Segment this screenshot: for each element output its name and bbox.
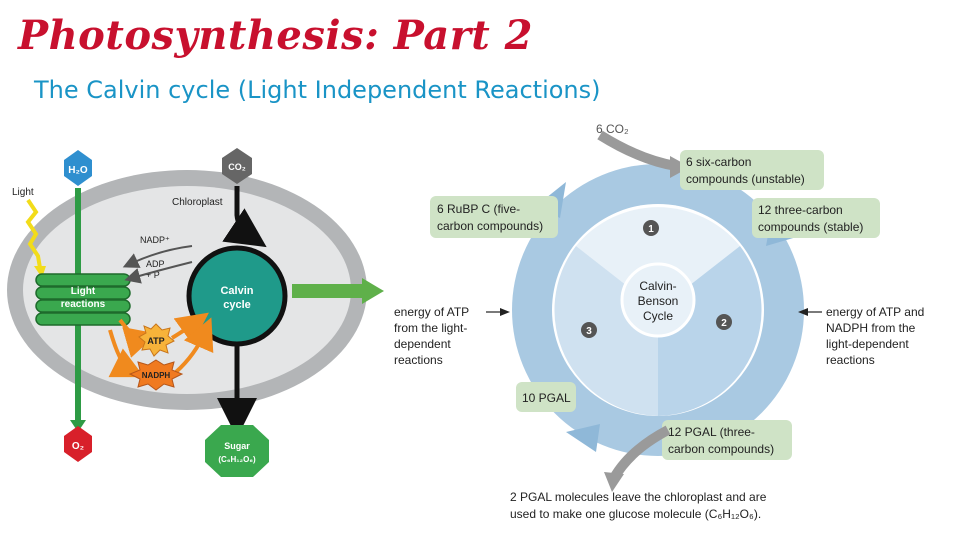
- center-label-2: Benson: [637, 294, 679, 308]
- calvin-label-1: Calvin: [220, 285, 254, 297]
- energy-left-label-4: reactions: [394, 353, 443, 367]
- energy-right-label-2: NADPH from the: [826, 321, 916, 335]
- sugar-node: [205, 425, 269, 477]
- energy-left-label-3: dependent: [394, 337, 451, 351]
- co2-in-arrow: [600, 135, 676, 166]
- light-reactions-label-1: Light: [70, 286, 96, 297]
- six-carbon-label-1: 6 six-carbon: [686, 155, 752, 169]
- co2-label: CO₂: [228, 162, 246, 172]
- calvin-label-2: cycle: [223, 299, 251, 311]
- six-carbon-label-2: compounds (unstable): [686, 172, 805, 186]
- pgal10-label: 10 PGAL: [522, 391, 571, 405]
- rubp-label-1: 6 RuBP C (five-: [437, 202, 521, 216]
- rubp-label-2: carbon compounds): [437, 219, 544, 233]
- pgal12-label-1: 12 PGAL (three-: [668, 425, 755, 439]
- bottom-label-2: used to make one glucose molecule (C₆H₁₂O₆).: [510, 507, 762, 521]
- light-reactions-label-2: reactions: [60, 299, 106, 310]
- energy-right-label-1: energy of ATP and: [826, 305, 925, 319]
- three-carbon-label-1: 12 three-carbon: [758, 203, 843, 217]
- chloroplast-label: Chloroplast: [172, 197, 223, 208]
- energy-left-arrowhead: [500, 308, 510, 316]
- center-label-1: Calvin-: [639, 279, 677, 293]
- slide-subtitle: The Calvin cycle (Light Independent Reactions): [34, 76, 601, 104]
- step-1-label: 1: [648, 224, 654, 235]
- co2-in-label: 6 CO₂: [596, 122, 629, 136]
- energy-left-label-2: from the light-: [394, 321, 468, 335]
- sugar-label-1: Sugar: [224, 441, 250, 451]
- energy-right-label-3: light-dependent: [826, 337, 909, 351]
- adp-label-1: ADP: [146, 259, 165, 269]
- adp-label-2: + P: [146, 270, 160, 280]
- three-carbon-label-2: compounds (stable): [758, 220, 864, 234]
- calvin-benson-diagram: [394, 122, 924, 521]
- light-label: Light: [12, 187, 34, 198]
- step-2-label: 2: [721, 318, 727, 329]
- ring-arrow-bottom: [566, 424, 600, 452]
- nadp-label: NADP⁺: [140, 235, 170, 245]
- energy-right-label-4: reactions: [826, 353, 875, 367]
- sugar-label-2: (C₆H₁₂O₆): [218, 455, 256, 464]
- bottom-label-1: 2 PGAL molecules leave the chloroplast and are: [510, 490, 767, 504]
- h2o-label: H₂O: [68, 165, 88, 176]
- nadph-label: NADPH: [141, 371, 171, 380]
- atp-label: ATP: [147, 336, 165, 346]
- chloroplast-diagram: [7, 148, 367, 477]
- slide-title: Photosynthesis: Part 2: [18, 12, 534, 59]
- pgal12-label-2: carbon compounds): [668, 442, 775, 456]
- center-label-3: Cycle: [642, 309, 674, 323]
- energy-left-label-1: energy of ATP: [394, 305, 470, 319]
- o2-label: O₂: [71, 441, 85, 452]
- step-3-label: 3: [586, 326, 592, 337]
- pgal-out-arrowhead: [604, 472, 624, 492]
